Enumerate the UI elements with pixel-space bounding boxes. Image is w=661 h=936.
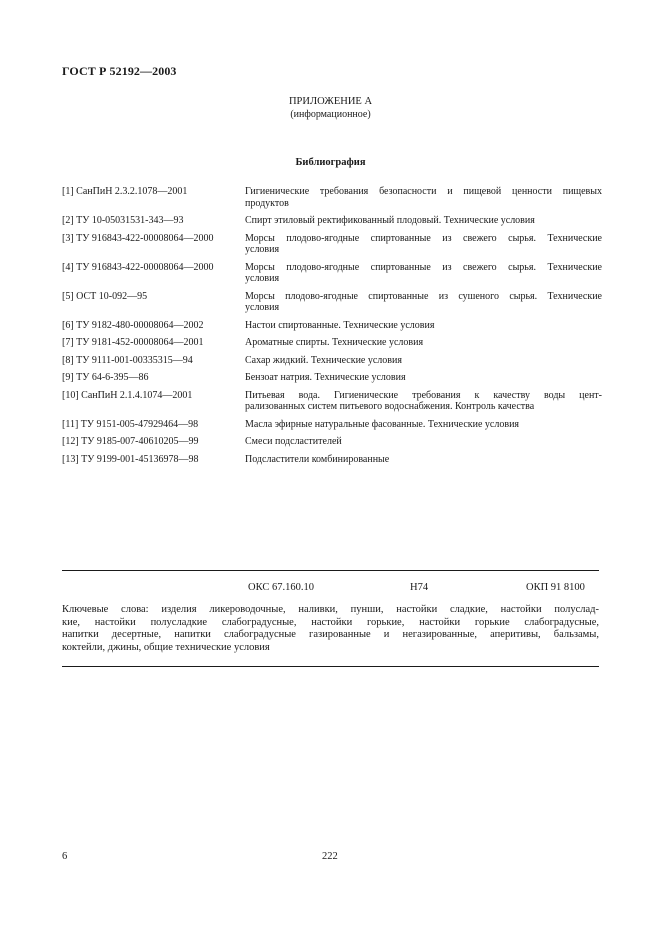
divider-bottom <box>62 666 599 667</box>
group-code: Н74 <box>410 582 429 593</box>
bibliography-desc <box>245 233 602 256</box>
divider-top <box>62 570 599 571</box>
bibliography-title: Библиография <box>295 157 366 168</box>
bibliography-item <box>62 419 602 431</box>
bibliography-item <box>62 215 602 227</box>
bibliography-desc <box>245 262 602 285</box>
bibliography-desc-line: Гигиенические требования безопасности и пищевой ценности пищевых <box>245 186 602 197</box>
bibliography-item <box>62 262 602 285</box>
appendix-heading <box>0 95 661 121</box>
bibliography-ref: [10] СанПиН 2.1.4.1074—2001 <box>62 389 193 401</box>
bibliography-desc <box>245 186 602 209</box>
bibliography-ref: [3] ТУ 916843-422-00008064—2000 <box>62 232 214 244</box>
bibliography-desc <box>245 355 602 367</box>
bibliography-desc-line: Морсы плодово-ягодные спиртованные из сушеного сырья. Технические <box>245 290 602 302</box>
bibliography-ref: [2] ТУ 10-05031531-343—93 <box>62 215 184 226</box>
bibliography-desc <box>245 291 602 314</box>
standard-code: ГОСТ Р 52192—2003 <box>62 64 177 78</box>
appendix-subtitle: (информационное) <box>290 109 371 120</box>
bibliography-desc <box>245 372 602 384</box>
bibliography-item <box>62 454 602 466</box>
bibliography-ref: [5] ОСТ 10-092—95 <box>62 290 148 302</box>
bibliography-item <box>62 186 602 209</box>
okp-code: ОКП 91 8100 <box>526 582 585 593</box>
page-number: 222 <box>322 851 338 862</box>
bibliography-ref: [1] СанПиН 2.3.2.1078—2001 <box>62 186 188 197</box>
keywords-line: коктейли, джины, общие технические условия <box>62 641 270 653</box>
bibliography-item <box>62 233 602 256</box>
bibliography-item <box>62 355 602 367</box>
bibliography-ref: [12] ТУ 9185-007-40610205—99 <box>62 436 199 447</box>
bibliography-desc-line: условия <box>245 273 280 284</box>
bibliography-list <box>62 186 602 471</box>
bibliography-desc-line: Ароматные спирты. Технические условия <box>245 337 424 348</box>
bibliography-desc-line: Морсы плодово-ягодные спиртованные из свежего сырья. Технические <box>245 261 602 273</box>
bibliography-ref: [11] ТУ 9151-005-47929464—98 <box>62 418 199 430</box>
bibliography-ref: [6] ТУ 9182-480-00008064—2002 <box>62 319 204 331</box>
bibliography-desc <box>245 390 602 413</box>
section-page-number: 6 <box>62 851 68 862</box>
bibliography-desc <box>245 419 602 431</box>
oks-code: ОКС 67.160.10 <box>248 582 314 593</box>
bibliography-item <box>62 390 602 413</box>
bibliography-desc-line: рализованных систем питьевого водоснабжения. Контроль качества <box>245 401 535 412</box>
bibliography-desc-line: Морсы плодово-ягодные спиртованные из свежего сырья. Технические <box>245 232 602 244</box>
bibliography-desc-line: Настои спиртованные. Технические условия <box>245 319 435 331</box>
bibliography-desc-line: Питьевая вода. Гигиенические требования к качеству воды цент- <box>245 389 602 401</box>
bibliography-ref: [7] ТУ 9181-452-00008064—2001 <box>62 337 204 348</box>
bibliography-desc-line: Сахар жидкий. Технические условия <box>245 354 402 366</box>
keywords-paragraph <box>62 604 599 654</box>
bibliography-desc-line: Смеси подсластителей <box>245 436 342 447</box>
bibliography-item <box>62 436 602 448</box>
bibliography-desc <box>245 454 602 466</box>
bibliography-item <box>62 337 602 349</box>
bibliography-ref: [13] ТУ 9199-001-45136978—98 <box>62 453 199 465</box>
bibliography-desc-line: Масла эфирные натуральные фасованные. Технические условия <box>245 418 520 430</box>
bibliography-desc <box>245 337 602 349</box>
bibliography-desc-line: условия <box>245 244 280 255</box>
bibliography-desc <box>245 215 602 227</box>
bibliography-item <box>62 372 602 384</box>
bibliography-ref: [4] ТУ 916843-422-00008064—2000 <box>62 261 214 273</box>
keywords-line: напитки десертные, напитки слабоградусные газированные и негазированные, аперитивы, бальзамы, <box>62 629 599 640</box>
keywords-line: Ключевые слова: изделия ликероводочные, наливки, пунши, настойки сладкие, настойки полуслад- <box>62 604 599 615</box>
bibliography-item <box>62 320 602 332</box>
bibliography-desc <box>245 436 602 448</box>
bibliography-desc-line: Спирт этиловый ректификованный плодовый. Технические условия <box>245 215 535 226</box>
bibliography-ref: [8] ТУ 9111-001-00335315—94 <box>62 354 193 366</box>
bibliography-desc-line: Бензоат натрия. Технические условия <box>245 372 406 383</box>
appendix-title: ПРИЛОЖЕНИЕ А <box>288 96 373 107</box>
bibliography-desc-line: условия <box>245 302 280 313</box>
bibliography-desc-line: Подсластители комбинированные <box>245 453 390 465</box>
bibliography-desc-line: продуктов <box>245 197 289 209</box>
keywords-line: кие, настойки полусладкие слабоградусные, настойки горькие, настойки горькие слабоградусные, <box>62 616 599 628</box>
bibliography-item <box>62 291 602 314</box>
bibliography-ref: [9] ТУ 64-6-395—86 <box>62 372 149 383</box>
bibliography-desc <box>245 320 602 332</box>
